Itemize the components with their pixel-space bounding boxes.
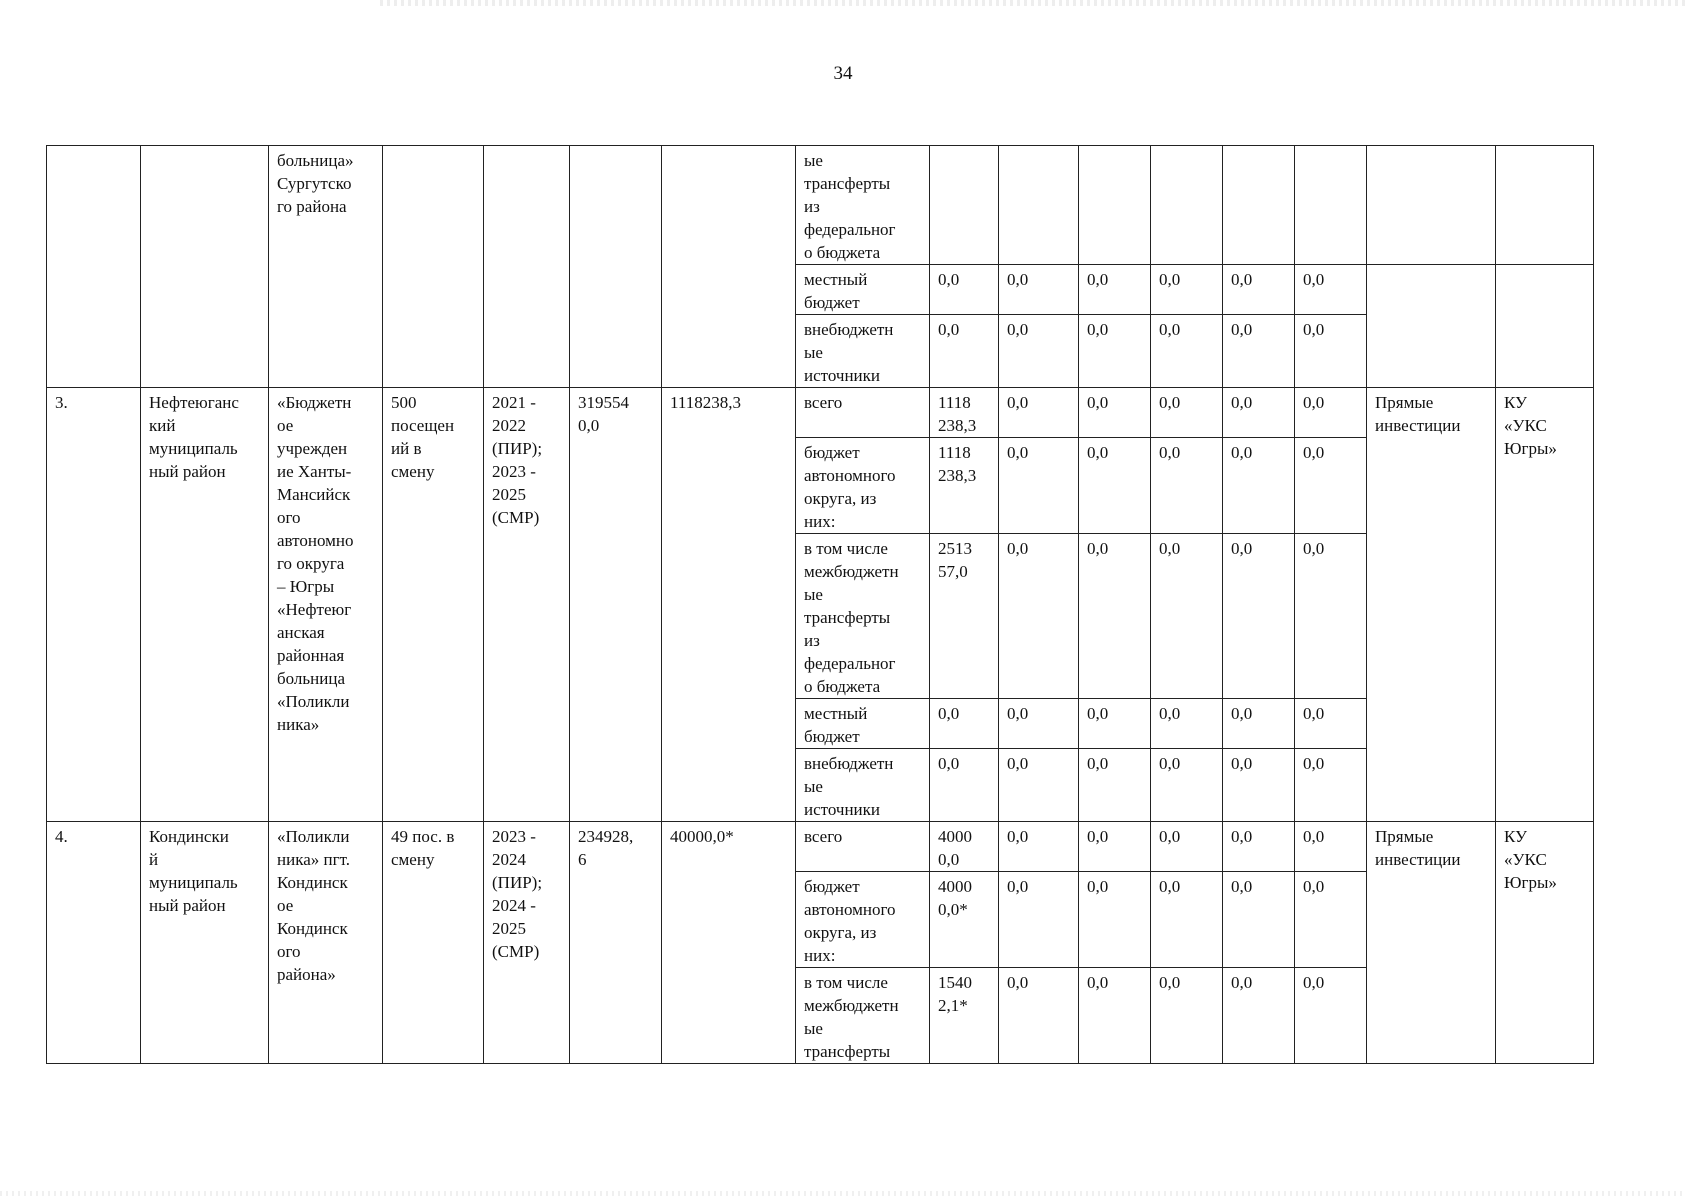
cell-value: 0,0 bbox=[1223, 968, 1295, 1064]
cell-period: 2021 - 2022 (ПИР); 2023 - 2025 (СМР) bbox=[484, 388, 570, 822]
cell-num bbox=[47, 146, 141, 388]
cell-value: 0,0 bbox=[1151, 315, 1223, 388]
cell-total: 1118238,3 bbox=[662, 388, 796, 822]
cell-value: 0,0 bbox=[1079, 822, 1151, 872]
cell-source-label: в том числе межбюджетн ые трансферты из федеральног о бюджета bbox=[796, 534, 930, 699]
cell-period: 2023 - 2024 (ПИР); 2024 - 2025 (СМР) bbox=[484, 822, 570, 1064]
cell-source-label: внебюджетн ые источники bbox=[796, 749, 930, 822]
cell-object: «Бюджетн ое учрежден ие Ханты- Мансийск ого автономно го округа – Югры «Нефтеюг анская районная больница «Поликли ника» bbox=[269, 388, 383, 822]
table-row bbox=[47, 146, 1594, 265]
cell-value: 1118 238,3 bbox=[930, 388, 999, 438]
cell-value: 0,0 bbox=[1295, 265, 1367, 315]
cell-customer bbox=[1496, 265, 1594, 388]
cell-value: 0,0 bbox=[999, 872, 1079, 968]
cell-value: 0,0 bbox=[999, 438, 1079, 534]
cell-value: 0,0 bbox=[1223, 699, 1295, 749]
cell-value: 0,0 bbox=[1295, 388, 1367, 438]
cell-value: 0,0 bbox=[1295, 699, 1367, 749]
cell-value: 0,0 bbox=[930, 699, 999, 749]
cell-source-label: всего bbox=[796, 388, 930, 438]
cell-capacity bbox=[383, 146, 484, 388]
cell-municipality: Нефтеюганс кий муниципаль ный район bbox=[141, 388, 269, 822]
cell-value: 0,0 bbox=[1223, 822, 1295, 872]
cell-mechanism bbox=[1367, 146, 1496, 265]
cell-total bbox=[662, 146, 796, 388]
cell-municipality: Кондински й муниципаль ный район bbox=[141, 822, 269, 1064]
cell-source-label: местный бюджет bbox=[796, 265, 930, 315]
cell-value: 0,0 bbox=[1295, 534, 1367, 699]
cell-source-label: внебюджетн ые источники bbox=[796, 315, 930, 388]
cell-value: 0,0 bbox=[1295, 438, 1367, 534]
cell-source-label: в том числе межбюджетн ые трансферты bbox=[796, 968, 930, 1064]
cell-value: 0,0 bbox=[1223, 315, 1295, 388]
cell-source-label: бюджет автономного округа, из них: bbox=[796, 872, 930, 968]
cell-total: 40000,0* bbox=[662, 822, 796, 1064]
cell-mechanism: Прямые инвестиции bbox=[1367, 822, 1496, 1064]
cell-value: 0,0 bbox=[1223, 438, 1295, 534]
cell-object: больница» Сургутско го района bbox=[269, 146, 383, 388]
page-number: 34 bbox=[833, 63, 853, 84]
cell-source-label: ые трансферты из федеральног о бюджета bbox=[796, 146, 930, 265]
cell-value: 0,0 bbox=[1151, 749, 1223, 822]
cell-value: 4000 0,0 bbox=[930, 822, 999, 872]
cell-value bbox=[1223, 146, 1295, 265]
cell-value bbox=[999, 146, 1079, 265]
cell-value: 0,0 bbox=[1079, 534, 1151, 699]
cell-customer: КУ «УКС Югры» bbox=[1496, 388, 1594, 822]
cell-period bbox=[484, 146, 570, 388]
cell-value: 0,0 bbox=[999, 534, 1079, 699]
cell-municipality bbox=[141, 146, 269, 388]
cell-value: 0,0 bbox=[999, 388, 1079, 438]
scan-artifact-top bbox=[380, 0, 1686, 6]
cell-value: 0,0 bbox=[1079, 872, 1151, 968]
cell-customer bbox=[1496, 146, 1594, 265]
cell-value bbox=[930, 146, 999, 265]
cell-value: 0,0 bbox=[999, 968, 1079, 1064]
cell-value: 0,0 bbox=[1223, 749, 1295, 822]
cell-value: 0,0 bbox=[1079, 388, 1151, 438]
cell-value: 0,0 bbox=[1295, 968, 1367, 1064]
cell-source-label: местный бюджет bbox=[796, 699, 930, 749]
cell-value: 0,0 bbox=[1223, 534, 1295, 699]
cell-value: 2513 57,0 bbox=[930, 534, 999, 699]
cell-estimate: 234928, 6 bbox=[570, 822, 662, 1064]
cell-value: 0,0 bbox=[1151, 968, 1223, 1064]
cell-capacity: 49 пос. в смену bbox=[383, 822, 484, 1064]
cell-customer: КУ «УКС Югры» bbox=[1496, 822, 1594, 1064]
cell-value: 0,0 bbox=[999, 822, 1079, 872]
cell-value: 0,0 bbox=[1223, 265, 1295, 315]
cell-value: 0,0 bbox=[1151, 438, 1223, 534]
cell-estimate bbox=[570, 146, 662, 388]
cell-value: 0,0 bbox=[930, 749, 999, 822]
cell-mechanism: Прямые инвестиции bbox=[1367, 388, 1496, 822]
cell-source-label: всего bbox=[796, 822, 930, 872]
table-row bbox=[47, 388, 1594, 438]
cell-value: 0,0 bbox=[1151, 265, 1223, 315]
cell-value: 0,0 bbox=[1079, 749, 1151, 822]
cell-estimate: 319554 0,0 bbox=[570, 388, 662, 822]
cell-capacity: 500 посещен ий в смену bbox=[383, 388, 484, 822]
cell-mechanism bbox=[1367, 265, 1496, 388]
cell-value: 0,0 bbox=[1151, 822, 1223, 872]
cell-value: 0,0 bbox=[1223, 872, 1295, 968]
cell-value: 0,0 bbox=[930, 265, 999, 315]
table-row bbox=[47, 822, 1594, 872]
cell-value: 0,0 bbox=[1295, 872, 1367, 968]
cell-value: 0,0 bbox=[999, 699, 1079, 749]
cell-value: 1540 2,1* bbox=[930, 968, 999, 1064]
cell-object: «Поликли ника» пгт. Кондинск ое Кондинск ого района» bbox=[269, 822, 383, 1064]
cell-num: 4. bbox=[47, 822, 141, 1064]
cell-value bbox=[1151, 146, 1223, 265]
cell-value: 4000 0,0* bbox=[930, 872, 999, 968]
cell-value: 0,0 bbox=[1079, 315, 1151, 388]
cell-value: 0,0 bbox=[1079, 265, 1151, 315]
cell-source-label: бюджет автономного округа, из них: bbox=[796, 438, 930, 534]
cell-value: 0,0 bbox=[999, 315, 1079, 388]
investment-table bbox=[46, 145, 1594, 1064]
cell-value bbox=[1079, 146, 1151, 265]
cell-value: 0,0 bbox=[999, 749, 1079, 822]
cell-value: 0,0 bbox=[1079, 438, 1151, 534]
cell-value: 0,0 bbox=[1151, 699, 1223, 749]
cell-value: 0,0 bbox=[1151, 388, 1223, 438]
cell-value: 0,0 bbox=[1223, 388, 1295, 438]
cell-value: 1118 238,3 bbox=[930, 438, 999, 534]
cell-value: 0,0 bbox=[999, 265, 1079, 315]
cell-value: 0,0 bbox=[1079, 699, 1151, 749]
cell-value bbox=[1295, 146, 1367, 265]
cell-value: 0,0 bbox=[1079, 968, 1151, 1064]
cell-value: 0,0 bbox=[930, 315, 999, 388]
cell-value: 0,0 bbox=[1295, 749, 1367, 822]
cell-num: 3. bbox=[47, 388, 141, 822]
scan-artifact-bottom bbox=[0, 1191, 1686, 1196]
cell-value: 0,0 bbox=[1295, 315, 1367, 388]
cell-value: 0,0 bbox=[1151, 534, 1223, 699]
cell-value: 0,0 bbox=[1295, 822, 1367, 872]
cell-value: 0,0 bbox=[1151, 872, 1223, 968]
